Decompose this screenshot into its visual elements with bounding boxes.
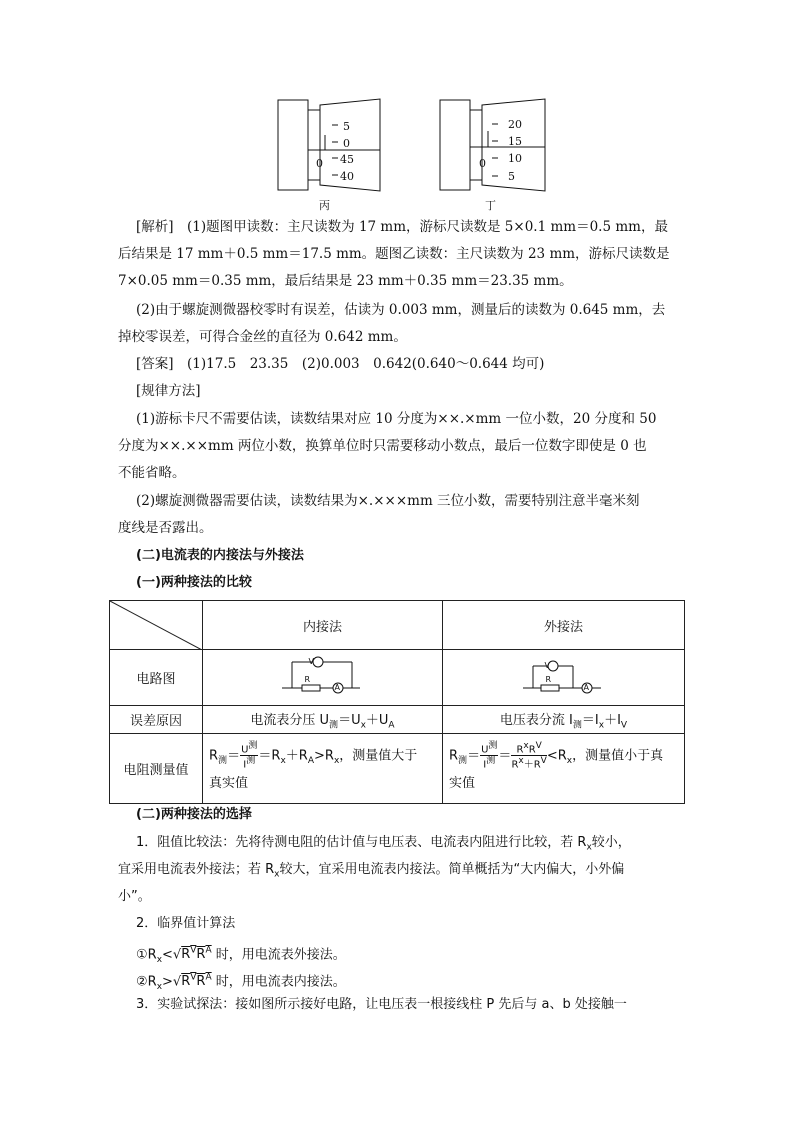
meter-a-inner: A [334,682,340,692]
section-sub-1: (一)两种接法的比较 [136,575,252,590]
table-row [110,734,685,804]
table-corner [110,601,203,650]
circuit-outer [443,650,685,706]
choose-1-line-3: 小”。 [118,889,151,904]
table-row [110,650,685,706]
micrometer-right [440,99,545,191]
value-outer: $R_测=$ $\frac{U^测}{I^测}$ ＝ $\frac{R^xR^V}{R^x+R^V}$ $<R_x$，测量值小于真 实值 [443,734,685,804]
analysis-line-3: 7×0.05 mm＝0.35 mm，最后结果是 23 mm＋0.35 mm＝23.35 mm。 [118,273,573,289]
choose-2-title: 2．临界值计算法 [136,916,236,931]
analysis-line-1: [解析] (1)题图甲读数：主尺读数为 17 mm，游标尺读数是 5×0.1 mm＝0.5 mm，最 [136,219,668,235]
choose-1-line-1: 1．阻值比较法：先将待测电阻的估计值与电压表、电流表内阻进行比较，若 $R_x$较小， [136,835,631,853]
scale-right-4: 5 [508,170,515,183]
scale-left-4: 40 [340,170,354,183]
scale-left-1: 5 [343,120,350,133]
choose-2-b: $②R_x>√R^VR^A$ 时，用电流表内接法。 [136,973,346,992]
col-outer: 外接法 [443,601,685,650]
scale-left-3: 45 [340,153,354,166]
choose-1-line-2: 宜采用电流表外接法；若 $R_x$较大，宜采用电流表内接法。简单概括为“大内偏大，小外偏 [118,862,625,880]
method-line-2: 分度为××.××mm 两位小数，换算单位时只需要移动小数点，最后一位数字即使是 0 也 [118,438,647,454]
method-title: [规律方法] [136,383,201,399]
comparison-table [109,600,685,804]
choose-3-line-1: 3．实验试探法：接如图所示接好电路，让电压表一根接线柱 P 先后与 a、b 处接触一 [136,997,627,1012]
col-inner: 内接法 [203,601,443,650]
analysis-line-2: 后结果是 17 mm＋0.5 mm＝17.5 mm。题图乙读数：主尺读数为 23 mm，游标尺读数是 [118,246,670,262]
choose-2-a: $①R_x<√R^VR^A$ 时，用电流表外接法。 [136,946,346,965]
meter-v-outer: V [544,660,550,670]
scale-right-1: 20 [508,118,522,131]
scale-right-2: 15 [508,135,522,148]
rx-inner: R [304,674,311,684]
answer-line: [答案] (1)17.5 23.35 (2)0.003 0.642(0.640～0.644 均可) [136,356,545,372]
method-line-1: (1)游标卡尺不需要估读，读数结果对应 10 分度为××.×mm 一位小数，20 分度和 50 [136,411,657,427]
scale-right-3: 10 [508,152,522,165]
method-line-5: 度线是否露出。 [118,520,213,536]
method-line-3: 不能省略。 [118,465,186,481]
error-inner: 电流表分压 $U_测=U_x+U_A$ [203,706,443,734]
section-title: (二)电流表的内接法与外接法 [136,548,304,563]
circuit-inner [203,650,443,706]
meter-v-inner: V [308,656,314,666]
zero-left: 0 [316,157,323,170]
row-circuit-label: 电路图 [110,650,203,706]
circuit-outer-diagram [519,654,609,698]
circuit-inner-diagram [278,654,368,698]
method-line-4: (2)螺旋测微器需要估读，读数结果为×.×××mm 三位小数，需要特别注意半毫米刻 [136,493,640,509]
table-row [110,706,685,734]
figure-label-left: 丙 [319,199,330,212]
figure-label-right: 丁 [485,199,496,212]
error-outer: 电压表分流 $I_测=I_x+I_V$ [443,706,685,734]
scale-left-2: 0 [343,137,350,150]
value-inner: $R_测=$ $\frac{U^测}{I^测}$ $=R_x+R_A>R_x$，测量值大于 真实值 [203,734,443,804]
micrometer-left [278,99,380,191]
analysis-line-5: 掉校零误差，可得合金丝的直径为 0.642 mm。 [118,329,407,345]
analysis-line-4: (2)由于螺旋测微器校零时有误差，估读为 0.003 mm，测量后的读数为 0.645 mm，去 [136,302,666,318]
table-header-row [110,601,685,650]
rx-outer: R [545,674,552,684]
zero-right: 0 [479,157,486,170]
row-value-label: 电阻测量值 [110,734,203,804]
row-error-label: 误差原因 [110,706,203,734]
section-sub-2: (二)两种接法的选择 [136,807,252,822]
meter-a-outer: A [583,682,589,692]
